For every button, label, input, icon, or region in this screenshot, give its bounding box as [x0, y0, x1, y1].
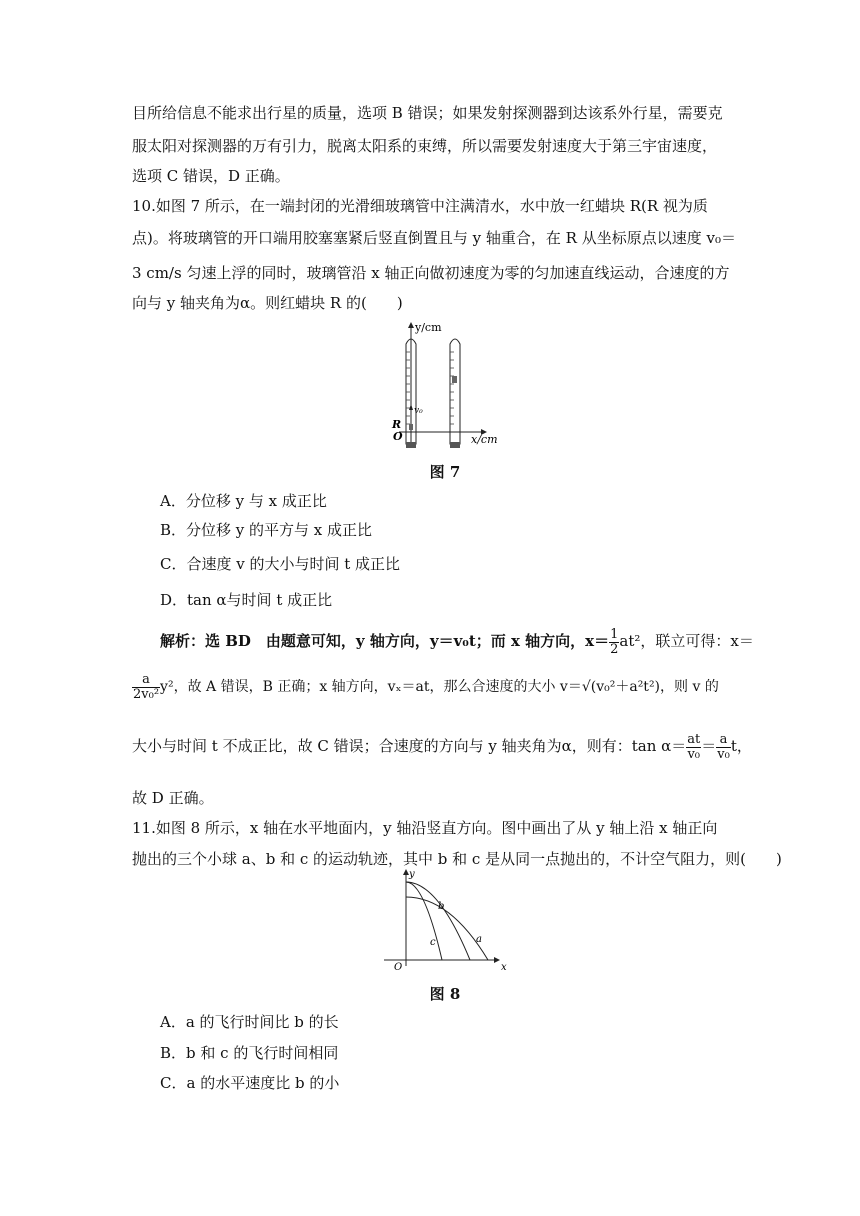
frac-den: v₀ — [717, 746, 730, 762]
fig8-o-label: O — [394, 962, 403, 973]
fig7-v0-label: v₀ — [414, 406, 423, 416]
intro-line-3: 选项 C 错误，D 正确。 — [132, 167, 290, 185]
solution-line-3 — [132, 726, 752, 770]
fig7-y-label: y/cm — [415, 321, 442, 334]
fig7-r-label: R — [392, 418, 402, 431]
fig7-o-label: O — [393, 430, 403, 443]
figure-7-caption: 图 7 — [429, 463, 461, 481]
frac-den: v₀ — [687, 746, 701, 762]
trajectory-b — [406, 882, 470, 960]
fig7-x-label: x/cm — [471, 433, 498, 446]
solution-eq: ＝ — [701, 737, 717, 755]
q10-line-2: 点)。将玻璃管的开口端用胶塞塞紧后竖直倒置且与 y 轴重合，在 R 从坐标原点以速度 v₀＝ — [132, 229, 736, 247]
fig8-c-label: c — [430, 937, 436, 948]
q11-option-c: C．a 的水平速度比 b 的小 — [160, 1074, 340, 1092]
frac-num: 1 — [610, 626, 619, 642]
figure-7 — [385, 320, 505, 456]
fraction-at-over-v0 — [686, 733, 701, 762]
solution-text-3b: t， — [730, 737, 752, 755]
trajectory-c — [406, 882, 445, 960]
solution-text-1b: at²，联立可得：x＝ — [619, 632, 754, 650]
trajectory-a — [406, 897, 488, 960]
fig8-a-label: a — [476, 934, 482, 945]
solution-line-1 — [160, 624, 760, 658]
frac-den: 2 — [610, 641, 619, 657]
q10-line-4: 向与 y 轴夹角为α。则红蜡块 R 的( ) — [132, 294, 403, 312]
solution-line-4: 故 D 正确。 — [132, 789, 214, 807]
q10-option-d: D．tan α与时间 t 成正比 — [160, 591, 333, 609]
q11-line-2: 抛出的三个小球 a、b 和 c 的运动轨迹，其中 b 和 c 是从同一点抛出的，不计空气阻力，则( ) — [132, 850, 782, 868]
q11-line-1: 11.如图 8 所示，x 轴在水平地面内，y 轴沿竖直方向。图中画出了从 y 轴上沿 x 轴正向 — [132, 819, 718, 837]
q11-option-b: B．b 和 c 的飞行时间相同 — [160, 1044, 339, 1062]
fraction-a-over-v0 — [716, 733, 731, 762]
fraction-a-over-2v0sq — [132, 673, 160, 702]
solution-text-3a: 大小与时间 t 不成正比，故 C 错误；合速度的方向与 y 轴夹角为α，则有：tan α＝ — [132, 737, 687, 755]
intro-line-1: 目所给信息不能求出行星的质量，选项 B 错误；如果发射探测器到达该系外行星，需要克 — [132, 104, 723, 122]
fig8-y-label: y — [409, 869, 415, 880]
fig8-b-label: b — [438, 901, 445, 912]
solution-line-2 — [132, 670, 732, 710]
solution-text-1a: 解析：选 BD 由题意可知，y 轴方向，y＝v₀t；而 x 轴方向，x＝ — [160, 632, 610, 650]
q11-option-a: A．a 的飞行时间比 b 的长 — [160, 1013, 339, 1031]
frac-den: 2v₀² — [133, 686, 160, 702]
q10-option-c: C．合速度 v 的大小与时间 t 成正比 — [160, 555, 401, 573]
frac-num: a — [132, 673, 160, 688]
q10-line-3: 3 cm/s 匀速上浮的同时，玻璃管沿 x 轴正向做初速度为零的匀加速直线运动，合速度的方 — [132, 264, 730, 282]
q10-line-1: 10.如图 7 所示，在一端封闭的光滑细玻璃管中注满清水，水中放一红蜡块 R(R 视为质 — [132, 197, 708, 215]
frac-num: a — [716, 733, 731, 748]
solution-text-2: y²，故 A 错误，B 正确；x 轴方向，vₓ＝at，那么合速度的大小 v＝√(v₀²＋a²t²)，则 v 的 — [160, 679, 719, 695]
figure-8 — [380, 866, 510, 976]
frac-num: at — [687, 731, 701, 747]
figure-8-caption: 图 8 — [429, 985, 461, 1003]
q10-option-a: A．分位移 y 与 x 成正比 — [160, 492, 327, 510]
fraction-half — [609, 628, 619, 657]
q10-option-b: B．分位移 y 的平方与 x 成正比 — [160, 521, 373, 539]
fig8-x-label: x — [501, 962, 507, 973]
intro-line-2: 服太阳对探测器的万有引力，脱离太阳系的束缚，所以需要发射速度大于第三宇宙速度， — [132, 137, 718, 155]
